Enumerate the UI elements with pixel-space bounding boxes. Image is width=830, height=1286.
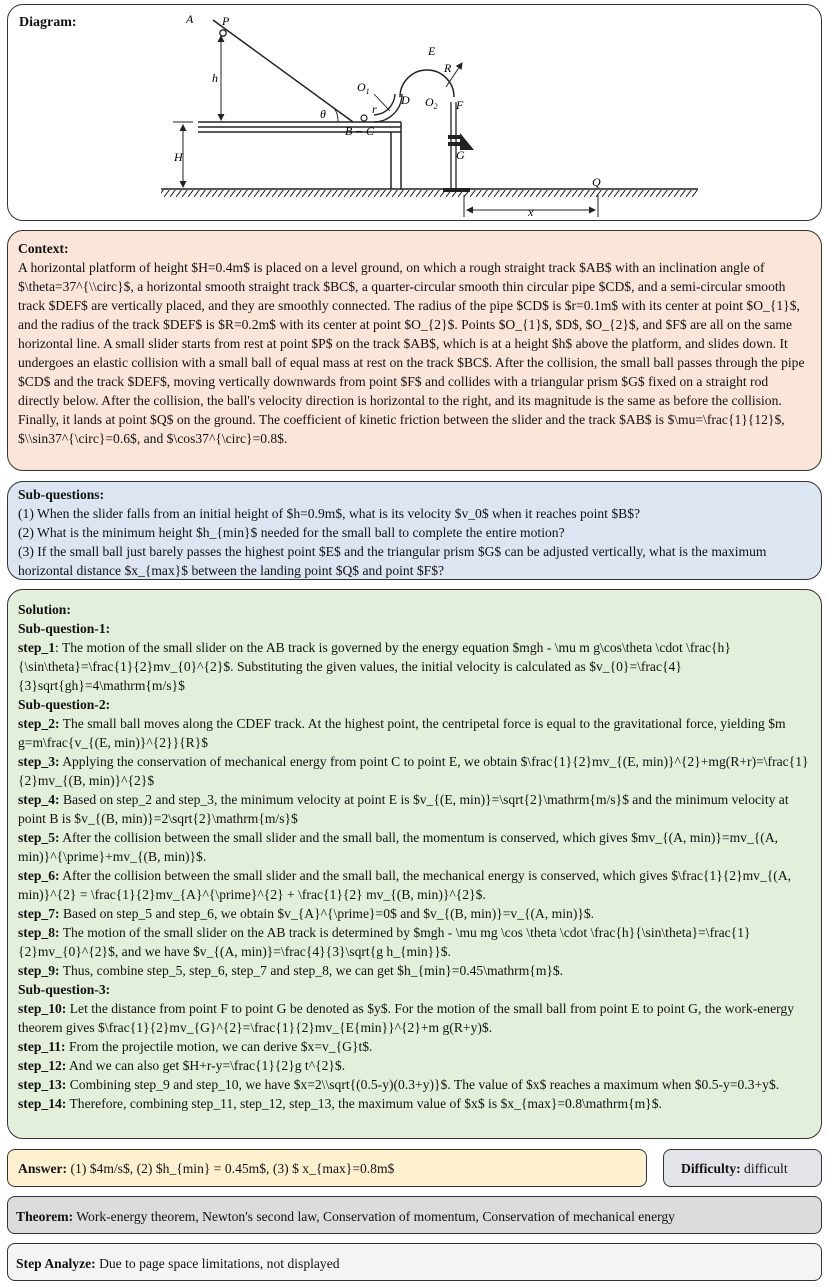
label-h: h — [212, 71, 218, 85]
theorem-label: Theorem: — [16, 1209, 74, 1224]
subquestions-panel — [7, 481, 822, 580]
physics-diagram — [8, 5, 821, 220]
subquestion-2: (2) What is the minimum height $h_{min}$ needed for the small ball to complete the entire motion? — [18, 525, 565, 540]
label-H: H — [174, 150, 183, 164]
step-analyze-text: Due to page space limitations, not displayed — [95, 1256, 340, 1271]
label-q: Q — [592, 175, 601, 189]
step-1: step_1: The motion of the small slider on the AB track is governed by the energy equation $mgh - \mu m g\cos\theta \cdot \frac{h}{\sin\theta}=\frac{1}{2}mv_{0}^{2}$. Substituting the given values, the initial velocity is calculated as $v_{0}=\frac{4}{3}sqrt{gh}=4\mathrm{m/s}$ — [18, 640, 731, 693]
step-8: step_8: The motion of the small slider on the AB track is determined by $mgh - \mu mg \cos \theta \cdot \frac{h}{\sin\theta}=\frac{1}{2}mv_{0}^{2}$, and we have $v_{(A, min)}=\frac{4}{3}\sqrt{g h_{min}}$. — [18, 925, 751, 959]
label-g: G — [456, 148, 465, 162]
label-c: C — [366, 124, 375, 138]
difficulty-panel — [663, 1149, 822, 1187]
label-d: D — [401, 93, 410, 107]
label-p: P — [222, 14, 230, 28]
label-b: B — [345, 124, 353, 138]
incline-track-ab — [213, 20, 353, 122]
step-11: step_11: From the projectile motion, we can derive $x=v_{G}t$. — [18, 1039, 373, 1054]
pipe-cd — [374, 94, 402, 122]
step-14: step_14: Therefore, combining step_11, step_12, step_13, the maximum value of $x$ is $x_{max}=0.8\mathrm{m}$. — [18, 1096, 662, 1111]
step-13: step_13: Combining step_9 and step_10, we have $x=2\\sqrt{(0.5-y)(0.3+y)}$. The value of $x$ reaches a maximum when $0.5-y=0.3+y$. — [18, 1077, 780, 1092]
step-12: step_12: And we can also get $H+r-y=\frac{1}{2}g t^{2}$. — [18, 1058, 346, 1073]
solution-panel — [7, 589, 822, 1139]
step-7: step_7: Based on step_5 and step_6, we obtain $v_{A}^{\prime}=0$ and $v_{(B, min)}=v_{(A, min)}$. — [18, 906, 595, 921]
ground — [161, 189, 698, 197]
diagram-panel — [7, 4, 822, 221]
difficulty-text: difficult — [740, 1161, 788, 1176]
theorem-panel — [7, 1196, 822, 1234]
step-analyze-label: Step Analyze: — [16, 1256, 96, 1271]
label-f: F — [456, 98, 464, 112]
diagram-heading: Diagram: — [19, 15, 77, 30]
label-x: x — [528, 205, 534, 219]
solution-heading: Solution: — [18, 602, 71, 617]
subquestion-3-heading: Sub-question-3: — [18, 982, 111, 997]
slider-p — [220, 30, 226, 36]
answer-label: Answer: — [18, 1161, 68, 1176]
subquestion-3: (3) If the small ball just barely passes the highest point $E$ and the triangular prism $G$ can be adjusted vertically, what is the maximum horizontal distance $x_{max}$ between the landing point $Q$ and point $F$? — [18, 544, 767, 578]
context-panel — [7, 230, 822, 471]
label-R: R — [444, 61, 452, 75]
label-theta: θ — [320, 107, 326, 121]
answer-panel — [7, 1149, 647, 1187]
subquestion-2-heading: Sub-question-2: — [18, 697, 111, 712]
label-dash: – — [356, 123, 362, 137]
step-5: step_5: After the collision between the small slider and the small ball, the momentum is conserved, which gives $mv_{(A, min)}=mv_{(A, min)}^{\prime}+mv_{(B, min)}$. — [18, 830, 779, 864]
theorem-text: Work-energy theorem, Newton's second law, Conservation of momentum, Conservation of mechanical energy — [73, 1209, 675, 1224]
subquestion-1-heading: Sub-question-1: — [18, 621, 111, 636]
step-9: step_9: Thus, combine step_5, step_6, step_7 and step_8, we can get $h_{min}=0.45\mathrm{m}$. — [18, 963, 564, 978]
label-e: E — [428, 44, 436, 58]
label-o1: $O_1$ — [357, 80, 370, 96]
ball-on-bc — [361, 115, 367, 121]
label-a: A — [186, 12, 194, 26]
subquestion-1: (1) When the slider falls from an initial height of $h=0.9m$, what is its velocity $v_0$ when it reaches point $B$? — [18, 506, 641, 521]
difficulty-label: Difficulty: — [681, 1161, 741, 1176]
answer-text: (1) $4m/s$, (2) $h_{min} = 0.45m$, (3) $ x_{max}=0.8m$ — [67, 1161, 395, 1176]
context-text: A horizontal platform of height $H=0.4m$ is placed on a level ground, on which a rough straight track $AB$ with an inclination angle of $\theta=37^{\\circ}$, a horizontal smooth straight track $BC$, a quarter-circular smooth thin circular pipe $CD$, and a semi-circular smooth track $DEF$ are vertically placed, and they are smoothly connected. The radius of the pipe $CD$ is $r=0.1m$ with its center at point $O_{1}$, and the radius of the track $DEF$ is $R=0.2m$ with its center at point $O_{2}$. Points $O_{1}$, $D$, $O_{2}$, and $F$ are all on the same horizontal line. A small slider starts from rest at point $P$ on the track $AB$, which is at a height $h$ above the platform, and slides down. It undergoes an elastic collision with a small ball of equal mass at rest on the track $BC$. After the collision, the small ball passes through the pipe $CD$ and the track $DEF$, moving vertically downwards from point $F$ and collides with a triangular prism $G$ fixed on a straight rod directly below. After the collision, the ball's velocity direction is horizontal to the right, and its magnitude is the same as before the collision. Finally, it lands at point $Q$ on the ground. The coefficient of kinetic friction between the slider and the track $AB$ is $\mu=\frac{1}{12}$, $\\sin37^{\circ}=0.6$, and $\cos37^{\circ}=0.8$. — [18, 260, 805, 446]
context-heading: Context: — [18, 241, 69, 256]
label-o2: $O_2$ — [425, 95, 438, 111]
step-3: step_3: Applying the conservation of mechanical energy from point C to point E, we obtain $\frac{1}{2}mv_{(E, min)}^{2}+mg(R+r)=\frac{1}{2}mv_{(B, min)}^{2}$ — [18, 754, 809, 788]
subquestions-heading: Sub-questions: — [18, 487, 105, 502]
label-r: r — [372, 102, 377, 116]
step-analyze-panel — [7, 1243, 822, 1281]
step-10: step_10: Let the distance from point F to point G be denoted as $y$. For the motion of the small ball from point E to point G, the work-energy theorem gives $\frac{1}{2}mv_{G}^{2}=\frac{1}{2}mv_{E{min}}^{2}+m g(R+y)$. — [18, 1001, 794, 1035]
step-4: step_4: Based on step_2 and step_3, the minimum velocity at point E is $v_{(E, min)}=\sqrt{2}\mathrm{m/s}$ and the minimum velocity at point B is $v_{(B, min)}=2\sqrt{2}\mathrm{m/s}$ — [18, 792, 789, 826]
step-6: step_6: After the collision between the small slider and the small ball, the mechanical energy is conserved, which gives $\frac{1}{2}mv_{(A, min)}^{2} = \frac{1}{2}mv_{A}^{\prime}^{2} + \frac{1}{2} mv_{(B, min)}^{2}$. — [18, 868, 792, 902]
step-2: step_2: The small ball moves along the CDEF track. At the highest point, the centripetal force is equal to the gravitational force, yielding $m g=m\frac{v_{(E, min)}^{2}}{R}$ — [18, 716, 786, 750]
